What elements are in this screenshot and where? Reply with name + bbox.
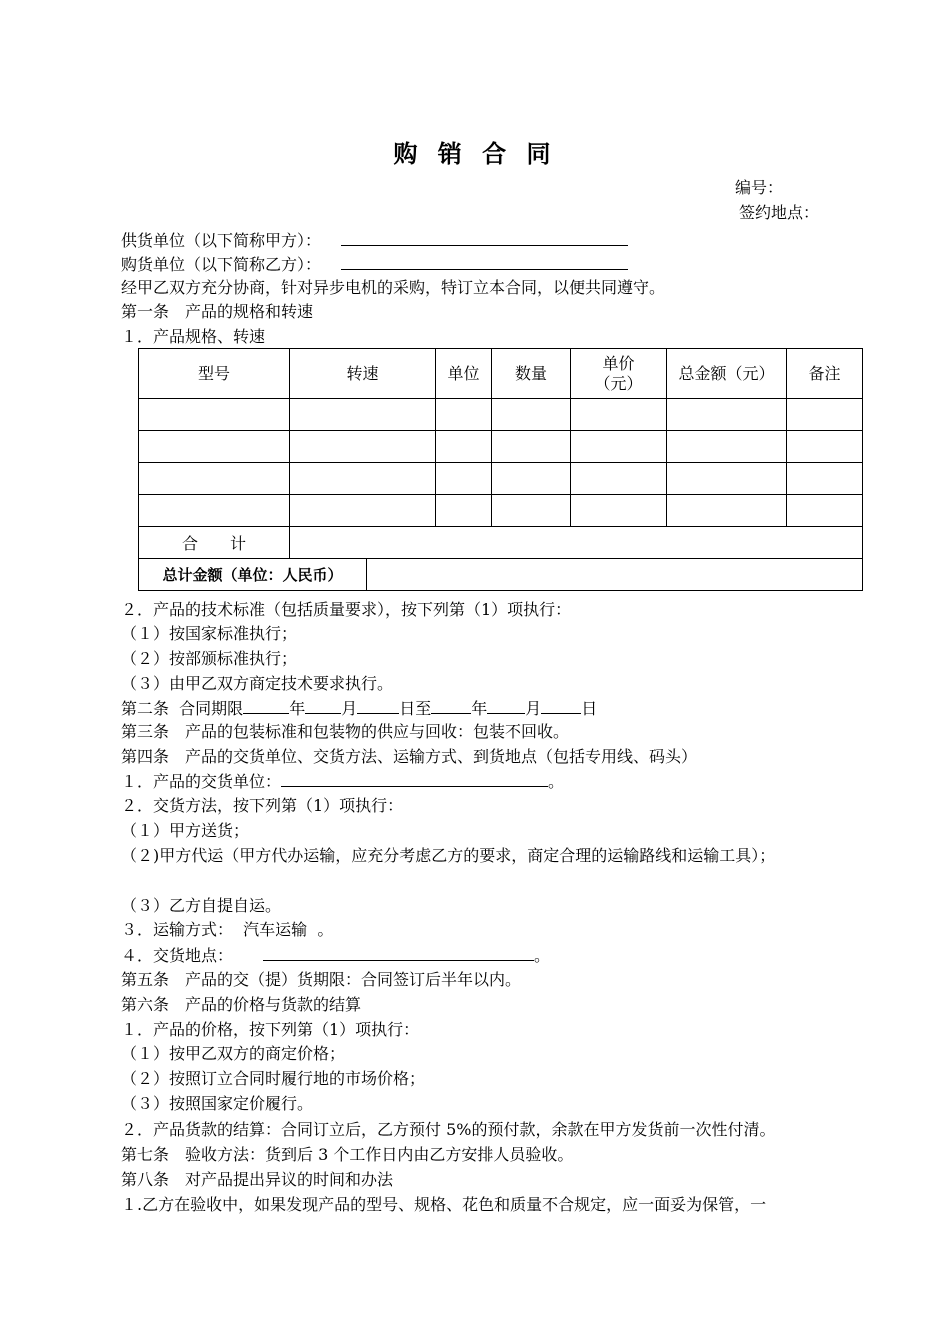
- article-2-year-2: 年: [471, 699, 488, 718]
- header-remarks: 备注: [787, 349, 863, 399]
- delivery-place-field[interactable]: [263, 945, 534, 961]
- article-4-item-1-period: 。: [548, 772, 565, 791]
- cell[interactable]: [667, 399, 787, 431]
- article-1-item-2: ２．产品的技术标准（包括质量要求），按下列第（1）项执行：: [121, 600, 572, 619]
- article-4-heading: 第四条 产品的交货单位、交货方法、运输方式、到货地点（包括专用线、码头）: [121, 747, 698, 766]
- article-8-item-1: １.乙方在验收中，如果发现产品的型号、规格、花色和质量不合规定，应一面妥为保管，一: [121, 1195, 767, 1214]
- cell[interactable]: [787, 463, 863, 495]
- cell[interactable]: [139, 463, 290, 495]
- article-1-item-2-option-3: （３）由甲乙双方商定技术要求执行。: [121, 674, 394, 693]
- grand-total-value[interactable]: [367, 559, 863, 591]
- product-spec-table: [138, 348, 863, 591]
- end-year-field[interactable]: [431, 698, 471, 714]
- grand-total-label: 总计金额（单位：人民币）: [139, 559, 367, 591]
- buyer-field[interactable]: [341, 254, 628, 270]
- cell[interactable]: [667, 463, 787, 495]
- subtotal-row: [139, 527, 863, 559]
- article-6-item-1-option-3: （３）按照国家定价履行。: [121, 1094, 314, 1113]
- header-speed: 转速: [290, 349, 436, 399]
- article-6-item-1-option-2: （２）按照订立合同时履行地的市场价格；: [121, 1069, 426, 1088]
- header-unit-price-line1: 单价: [602, 353, 635, 373]
- header-quantity: 数量: [492, 349, 571, 399]
- supplier-line: [121, 230, 628, 251]
- article-2-day-to: 日至: [399, 699, 432, 718]
- article-4-item-4-line: [121, 945, 550, 966]
- header-model: 型号: [139, 349, 290, 399]
- article-1-heading: 第一条 产品的规格和转速: [121, 302, 314, 321]
- end-day-field[interactable]: [541, 698, 581, 714]
- cell[interactable]: [436, 495, 492, 527]
- article-4-item-2-option-2: （２)甲方代运（甲方代办运输，应充分考虑乙方的要求，商定合理的运输路线和运输工具）；: [121, 846, 776, 865]
- cell[interactable]: [571, 399, 667, 431]
- article-8-heading: 第八条 对产品提出异议的时间和办法: [121, 1170, 394, 1189]
- header-unit-price-line2: （元）: [594, 373, 643, 393]
- article-1-item-1: １．产品规格、转速: [121, 327, 266, 346]
- supplier-label: 供货单位（以下简称甲方）：: [121, 231, 322, 250]
- cell[interactable]: [290, 495, 436, 527]
- cell[interactable]: [571, 495, 667, 527]
- cell[interactable]: [571, 463, 667, 495]
- contract-number-label: 编号：: [735, 178, 784, 197]
- supplier-field[interactable]: [341, 230, 628, 246]
- article-6-item-1-option-1: （１）按甲乙双方的商定价格；: [121, 1044, 346, 1063]
- article-2-prefix: 第二条 合同期限: [121, 699, 244, 718]
- cell[interactable]: [492, 463, 571, 495]
- header-unit-price: [571, 349, 667, 399]
- article-4-item-4-period: 。: [534, 946, 551, 965]
- table-header-row: [139, 349, 863, 399]
- start-day-field[interactable]: [357, 698, 399, 714]
- cell[interactable]: [290, 399, 436, 431]
- start-year-field[interactable]: [243, 698, 289, 714]
- subtotal-label: 合 计: [139, 527, 290, 559]
- cell[interactable]: [290, 463, 436, 495]
- article-4-item-4-label: ４．交货地点：: [121, 946, 234, 965]
- cell[interactable]: [290, 431, 436, 463]
- article-3: 第三条 产品的包装标准和包装物的供应与回收：包装不回收。: [121, 722, 570, 741]
- start-month-field[interactable]: [305, 698, 341, 714]
- article-5: 第五条 产品的交（提）货期限：合同签订后半年以内。: [121, 970, 522, 989]
- article-1-item-2-option-1: （１）按国家标准执行；: [121, 624, 298, 643]
- article-2-month-2: 月: [525, 699, 542, 718]
- article-1-item-2-option-2: （２）按部颁标准执行；: [121, 649, 298, 668]
- document-title: 购 销 合 同: [393, 140, 557, 168]
- article-2-month-1: 月: [341, 699, 358, 718]
- article-6-item-2: ２．产品货款的结算：合同订立后，乙方预付 5%的预付款，余款在甲方发货前一次性付清。: [121, 1120, 776, 1139]
- table-row: [139, 399, 863, 431]
- article-2-line: [121, 698, 597, 719]
- cell[interactable]: [139, 399, 290, 431]
- article-4-item-2-option-3: （３）乙方自提自运。: [121, 896, 282, 915]
- cell[interactable]: [492, 399, 571, 431]
- article-4-item-2: ２．交货方法，按下列第（1）项执行：: [121, 796, 404, 815]
- cell[interactable]: [492, 495, 571, 527]
- cell[interactable]: [571, 431, 667, 463]
- cell[interactable]: [139, 495, 290, 527]
- signing-place-label: 签约地点：: [739, 203, 820, 222]
- cell[interactable]: [787, 495, 863, 527]
- article-2-year-1: 年: [289, 699, 306, 718]
- article-6-item-1: １．产品的价格，按下列第（1）项执行：: [121, 1020, 420, 1039]
- table-row: [139, 495, 863, 527]
- buyer-line: [121, 254, 628, 275]
- header-total-amount: 总金额（元）: [667, 349, 787, 399]
- table-row: [139, 431, 863, 463]
- article-6-heading: 第六条 产品的价格与货款的结算: [121, 995, 362, 1014]
- cell[interactable]: [436, 399, 492, 431]
- cell[interactable]: [492, 431, 571, 463]
- cell[interactable]: [436, 431, 492, 463]
- article-4-item-2-option-1: （１）甲方送货；: [121, 821, 250, 840]
- header-unit: 单位: [436, 349, 492, 399]
- cell[interactable]: [667, 431, 787, 463]
- cell[interactable]: [787, 431, 863, 463]
- intro-paragraph: 经甲乙双方充分协商，针对异步电机的采购，特订立本合同，以便共同遵守。: [121, 278, 666, 297]
- cell[interactable]: [139, 431, 290, 463]
- end-month-field[interactable]: [487, 698, 525, 714]
- article-4-item-1-line: [121, 771, 564, 792]
- grand-total-row: [139, 559, 863, 591]
- cell[interactable]: [787, 399, 863, 431]
- buyer-label: 购货单位（以下简称乙方）：: [121, 255, 322, 274]
- article-4-item-3: ３．运输方式： 汽车运输 。: [121, 920, 334, 939]
- delivery-unit-field[interactable]: [281, 771, 548, 787]
- cell[interactable]: [436, 463, 492, 495]
- article-2-day-2: 日: [581, 699, 598, 718]
- cell[interactable]: [667, 495, 787, 527]
- article-7: 第七条 验收方法：货到后 3 个工作日内由乙方安排人员验收。: [121, 1145, 574, 1164]
- article-4-item-1-label: １．产品的交货单位：: [121, 772, 282, 791]
- table-row: [139, 463, 863, 495]
- subtotal-value[interactable]: [290, 527, 863, 559]
